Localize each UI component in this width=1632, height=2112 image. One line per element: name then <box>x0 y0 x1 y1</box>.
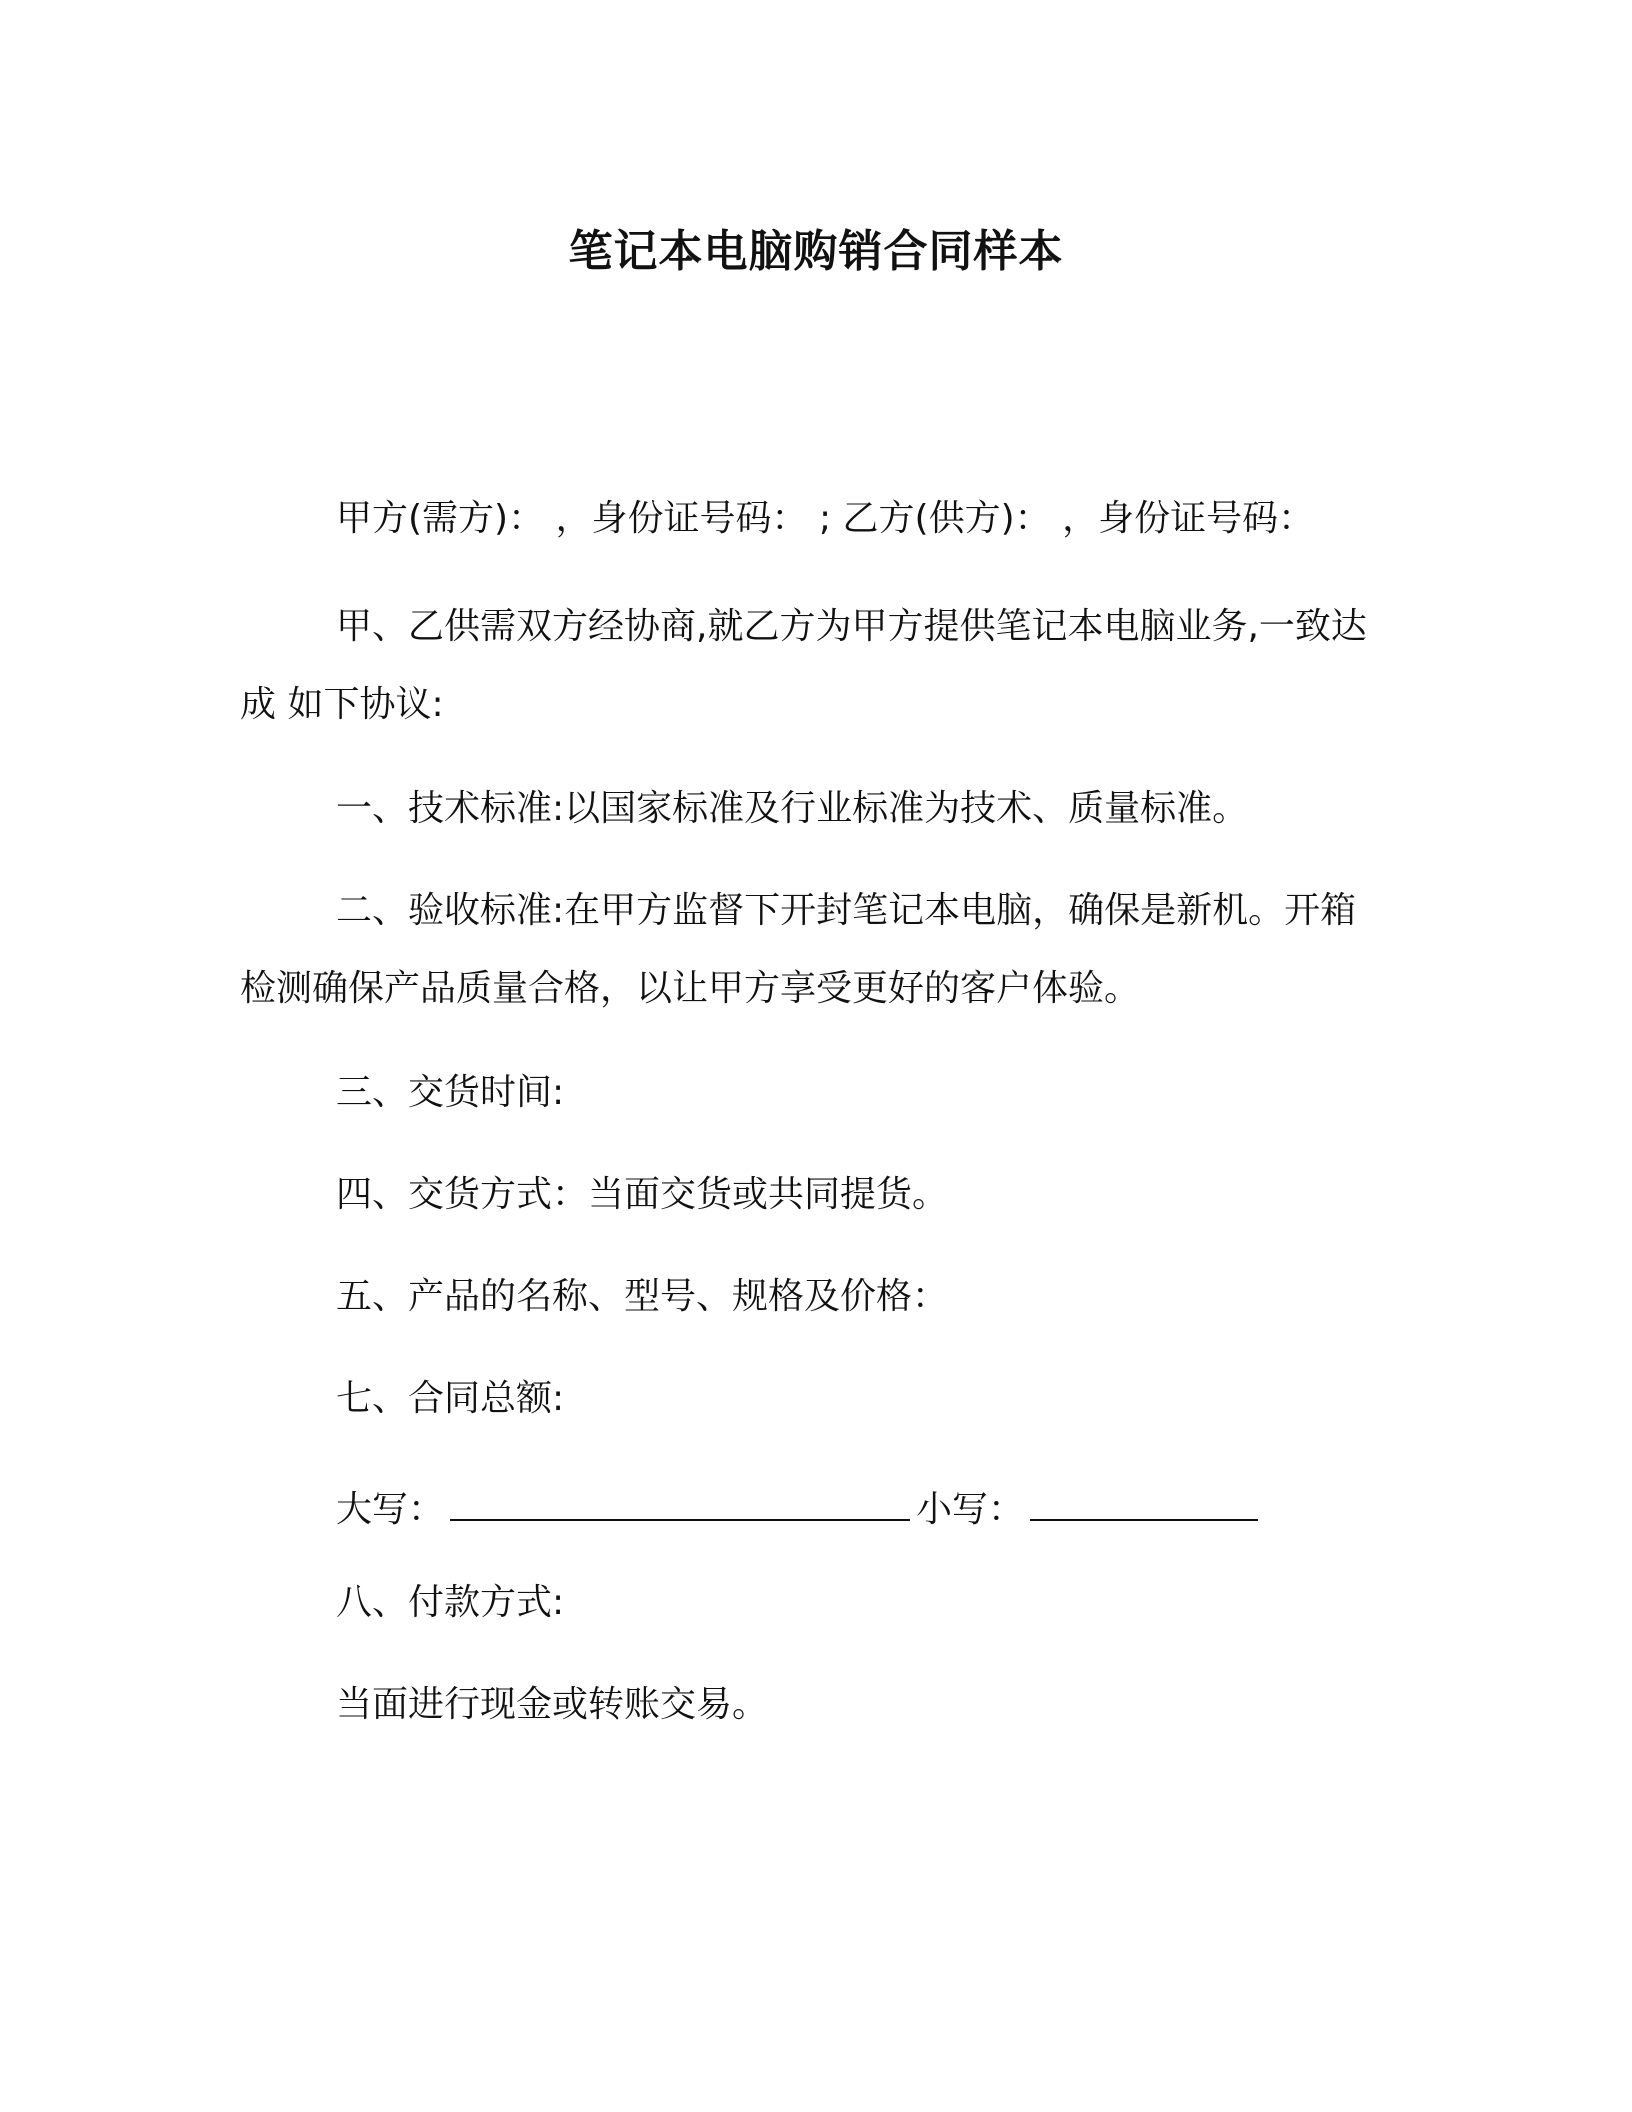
amount-lower-label: 小写： <box>916 1489 1025 1530</box>
clause-acceptance-standard: 二、验收标准:在甲方监督下开封笔记本电脑，确保是新机。开箱检测确保产品质量合格，以让甲方享受更好的客户体验。 <box>240 890 1357 1009</box>
clause-contract-total: 七、合同总额: <box>336 1378 565 1419</box>
clause-technical-standard: 一、技术标准:以国家标准及行业标准为技术、质量标准。 <box>336 788 1249 829</box>
agreement-intro-paragraph: 甲、乙供需双方经协商,就乙方为甲方提供笔记本电脑业务,一致达成 如下协议: <box>240 606 1367 725</box>
clause-delivery-time: 三、交货时间: <box>336 1072 565 1113</box>
amount-upper-blank[interactable] <box>450 1485 910 1521</box>
amount-line <box>336 1480 1380 1540</box>
clause-delivery-method: 四、交货方式：当面交货或共同提货。 <box>336 1174 949 1215</box>
amount-lower-blank[interactable] <box>1030 1485 1258 1521</box>
document-title: 笔记本电脑购销合同样本 <box>568 226 1064 277</box>
clause-product-details: 五、产品的名称、型号、规格及价格： <box>336 1276 949 1317</box>
clause-payment-heading: 八、付款方式: <box>336 1582 565 1623</box>
amount-upper-label: 大写： <box>336 1489 445 1530</box>
payment-method-text: 当面进行现金或转账交易。 <box>336 1684 769 1725</box>
parties-paragraph: 甲方(需方)： ，身份证号码： ; 乙方(供方)： ，身份证号码： <box>336 498 1315 539</box>
